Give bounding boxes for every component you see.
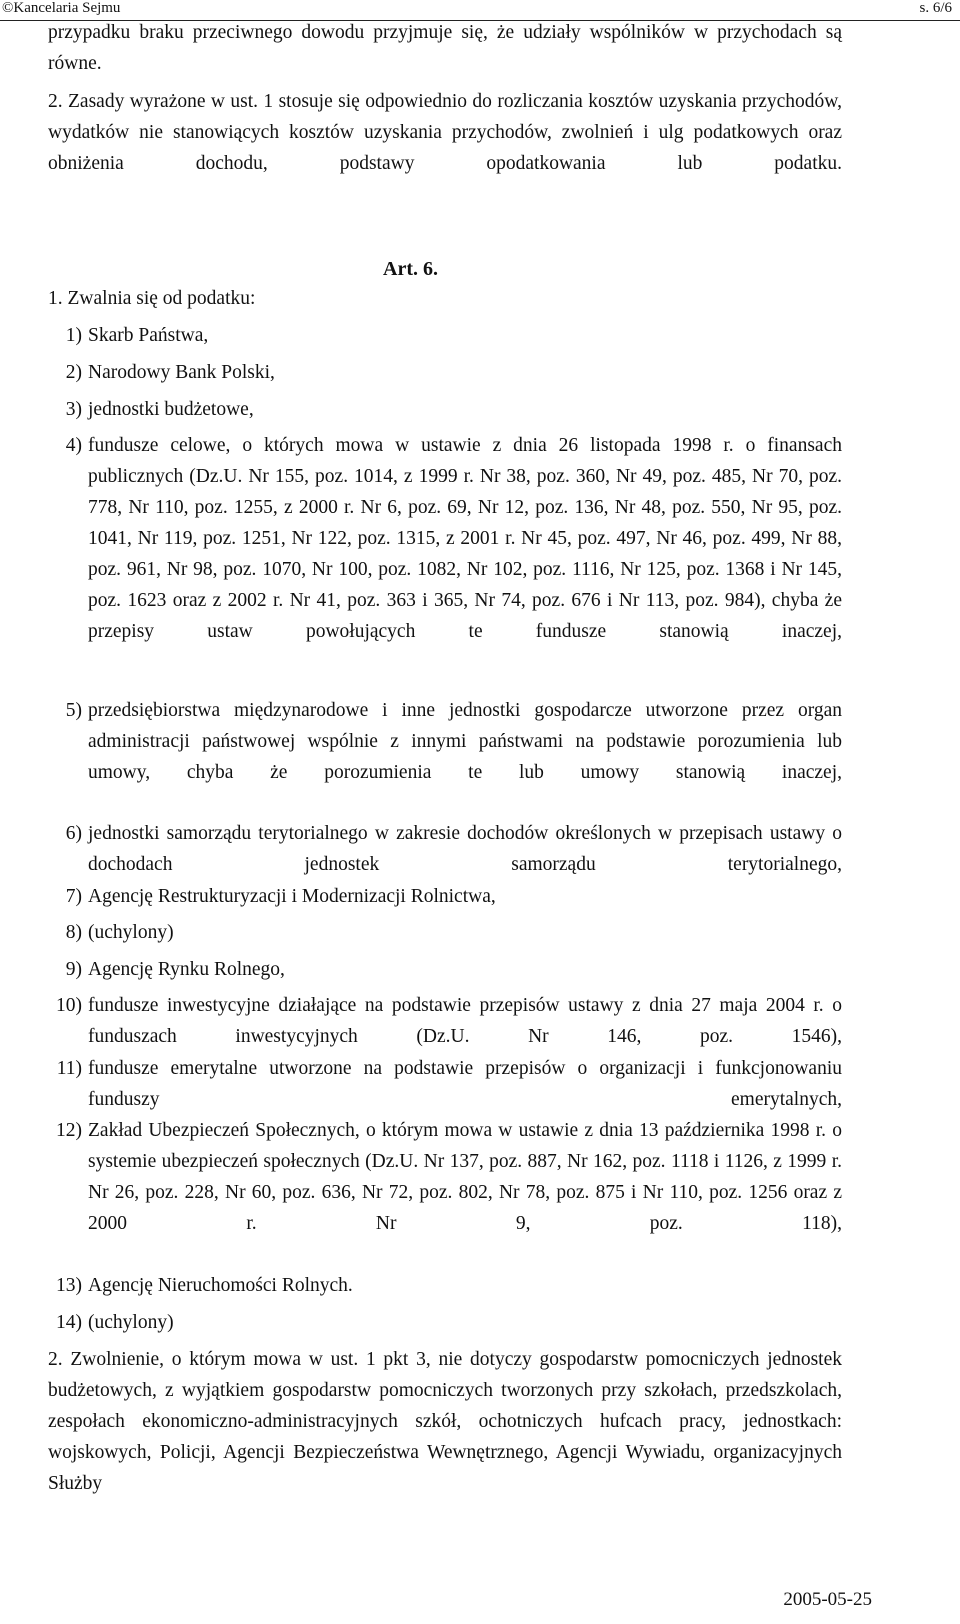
list-item-number: 3) <box>65 399 82 420</box>
list-item-number: 4) <box>65 435 82 456</box>
list-item-number: 8) <box>65 922 82 943</box>
list-item: fundusze inwestycyjne działające na podstawie przepisów ustawy z dnia 27 maja 2004 r. o funduszach inwestycyjnych (Dz.U. Nr 146, poz. 1546), <box>88 995 842 1047</box>
list-item: Agencję Rynku Rolnego, <box>88 959 285 980</box>
list-item: fundusze celowe, o których mowa w ustawie z dnia 26 listopada 1998 r. o finansach publicznych (Dz.U. Nr 155, poz. 1014, z 1999 r. Nr 38, poz. 360, Nr 49, poz. 485, Nr 70, poz. 778, Nr 110, poz. 1255, z 2000 r. Nr 6, poz. 69, Nr 12, poz. 136, Nr 48, poz. 550, Nr 95, poz. 1041, Nr 119, poz. 1251, Nr 122, poz. 1315, z 2001 r. Nr 45, poz. 497, Nr 46, poz. 499, Nr 88, poz. 961, Nr 98, poz. 1070, Nr 100, poz. 1082, Nr 102, poz. 1116, Nr 125, poz. 1368 i Nr 145, poz. 1623 oraz z 2002 r. Nr 41, poz. 363 i 365, Nr 74, poz. 676 i Nr 113, poz. 984), chyba że przepisy ustaw powołujących te fundusze stanowią inaczej, <box>88 435 842 642</box>
document-date: 2005-05-25 <box>783 1589 872 1610</box>
list-item-number: 11) <box>56 1058 82 1079</box>
list-item-number: 2) <box>65 362 82 383</box>
list-item: przedsiębiorstwa międzynarodowe i inne jednostki gospodarcze utworzone przez organ administracji państwowej wspólnie z innymi państwami na podstawie porozumienia lub umowy, chyba że porozumienia te lub umowy stanowią inaczej, <box>88 700 842 783</box>
list-item: Narodowy Bank Polski, <box>88 362 275 383</box>
continuation-paragraph: przypadku braku przeciwnego dowodu przyjmuje się, że udziały wspólników w przychodach są równe. <box>48 22 842 74</box>
list-item: jednostki budżetowe, <box>88 399 254 420</box>
list-item-number: 1) <box>65 325 82 346</box>
list-item: jednostki samorządu terytorialnego w zakresie dochodów określonych w przepisach ustawy o dochodach jednostek samorządu terytorialnego, <box>88 823 842 875</box>
list-item: Agencję Restrukturyzacji i Modernizacji Rolnictwa, <box>88 886 496 907</box>
list-item-number: 9) <box>65 959 82 980</box>
point-2-paragraph: 2. Zasady wyrażone w ust. 1 stosuje się odpowiednio do rozliczania kosztów uzyskania przychodów, wydatków nie stanowiących kosztów uzyskania przychodów, zwolnień i ulg podatkowych oraz obniżenia dochodu, podstawy opodatkowania lub podatku. <box>48 91 842 174</box>
list-item-number: 12) <box>56 1120 82 1141</box>
article-title: Art. 6. <box>383 258 438 280</box>
list-item-number: 10) <box>56 995 82 1016</box>
list-item-number: 5) <box>65 700 82 721</box>
article-para1-lead: 1. Zwalnia się od podatku: <box>48 288 256 309</box>
article-para2: 2. Zwolnienie, o którym mowa w ust. 1 pkt 3, nie dotyczy gospodarstw pomocniczych jednostek budżetowych, z wyjątkiem gospodarstw pomocniczych tworzonych przy szkołach, przedszkolach, zespołach ekonomiczno-administracyjnych szkół, ochotniczych hufcach pracy, jednostkach: wojskowych, Policji, Agencji Bezpieczeństwa Wewnętrznego, Agencji Wywiadu, organizacyjnych Służby <box>48 1349 842 1494</box>
list-item: Skarb Państwa, <box>88 325 209 346</box>
copyright-label: ©Kancelaria Sejmu <box>2 0 121 16</box>
page-number: s. 6/6 <box>919 0 952 16</box>
list-item: (uchylony) <box>88 922 174 943</box>
list-item-number: 6) <box>65 823 82 844</box>
list-item: fundusze emerytalne utworzone na podstawie przepisów o organizacji i funkcjonowaniu funduszy emerytalnych, <box>88 1058 842 1110</box>
list-item: Agencję Nieruchomości Rolnych. <box>88 1275 353 1296</box>
list-item-number: 7) <box>65 886 82 907</box>
list-item: Zakład Ubezpieczeń Społecznych, o którym mowa w ustawie z dnia 13 października 1998 r. o systemie ubezpieczeń społecznych (Dz.U. Nr 137, poz. 887, Nr 162, poz. 1118 i 1126, z 1999 r. Nr 26, poz. 228, Nr 60, poz. 636, Nr 72, poz. 802, Nr 78, poz. 875 i Nr 110, poz. 1256 oraz z 2000 r. Nr 9, poz. 118), <box>88 1120 842 1234</box>
list-item: (uchylony) <box>88 1312 174 1333</box>
list-item-number: 14) <box>56 1312 82 1333</box>
list-item-number: 13) <box>56 1275 82 1296</box>
